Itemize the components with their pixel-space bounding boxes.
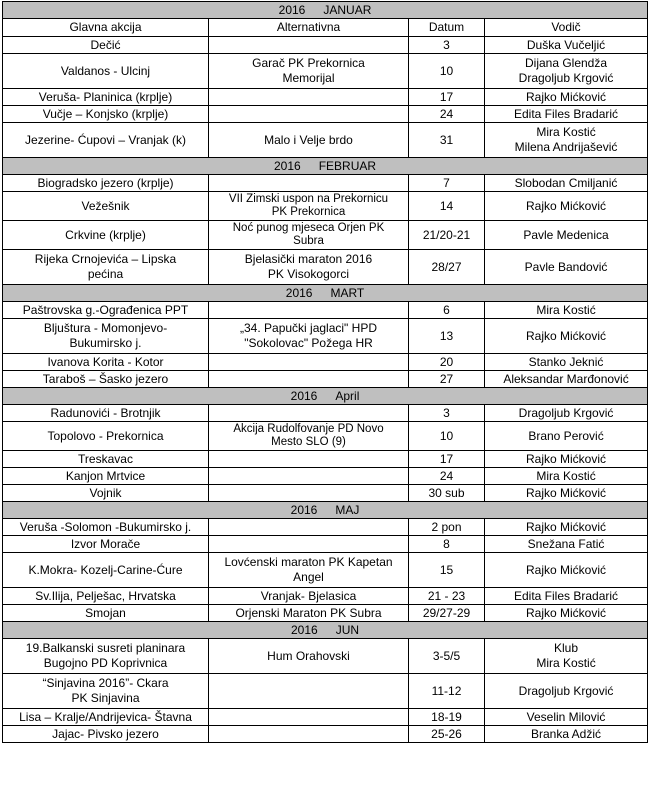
- cell-text: 7: [443, 175, 450, 190]
- cell-text: Rijeka Crnojevića – Lipska: [34, 252, 177, 266]
- date-cell: [409, 54, 485, 89]
- cell-text: 13: [439, 328, 454, 343]
- month-header-row: [3, 2, 648, 19]
- date-cell: [409, 726, 485, 743]
- cell-text: 29/27-29: [422, 605, 471, 620]
- leader-cell: [485, 588, 648, 605]
- alternative-cell: [209, 106, 409, 123]
- alternative-cell: [209, 54, 409, 89]
- table-row: [3, 54, 648, 89]
- leader-cell: [485, 639, 648, 674]
- main-action-cell: [3, 405, 209, 422]
- cell-text: Dragoljub Krgović: [518, 683, 614, 698]
- leader-cell: [485, 37, 648, 54]
- main-action-cell: [3, 123, 209, 158]
- month-header-row: [3, 285, 648, 302]
- cell-text: PK Visokogorci: [267, 267, 350, 281]
- main-action-cell: [3, 354, 209, 371]
- table-row: [3, 175, 648, 192]
- cell-text: Snežana Fatić: [527, 536, 605, 551]
- leader-cell: [485, 451, 648, 468]
- cell-text: 24: [439, 468, 454, 483]
- date-cell: [409, 354, 485, 371]
- date-cell: [409, 371, 485, 388]
- alternative-cell: [209, 123, 409, 158]
- cell-text: 3: [443, 405, 450, 420]
- date-cell: [409, 674, 485, 709]
- cell-text: 6: [443, 302, 450, 317]
- date-cell: [409, 588, 485, 605]
- cell-text: Izvor Morače: [70, 536, 141, 551]
- alternative-cell: [209, 553, 409, 588]
- month-year: 2016: [290, 622, 318, 637]
- leader-header: Vodič: [485, 19, 648, 37]
- cell-text: pećina: [87, 267, 124, 281]
- table-row: [3, 451, 648, 468]
- main-action-cell: [3, 605, 209, 622]
- cell-text: Bukumirsko j.: [69, 336, 142, 350]
- cell-text: PK Sinjavina: [71, 691, 140, 705]
- table-row: [3, 37, 648, 54]
- date-cell: [409, 422, 485, 451]
- main-action-cell: [3, 485, 209, 502]
- table-row: [3, 709, 648, 726]
- cell-text: 8: [443, 536, 450, 551]
- cell-text: Mira Kostić: [536, 125, 596, 139]
- alternative-cell: [209, 354, 409, 371]
- cell-text: Sv.Ilija, Pelješac, Hrvatska: [35, 588, 176, 603]
- alternative-cell: [209, 674, 409, 709]
- main-action-cell: [3, 451, 209, 468]
- leader-cell: [485, 605, 648, 622]
- date-header: Datum: [409, 19, 485, 37]
- table-row: [3, 639, 648, 674]
- date-cell: [409, 175, 485, 192]
- cell-text: Pavle Medenica: [523, 227, 609, 242]
- cell-text: Stanko Jeknić: [528, 354, 604, 369]
- cell-text: Dragoljub Krgović: [518, 405, 614, 420]
- date-cell: [409, 192, 485, 221]
- alternative-cell: [209, 221, 409, 250]
- alternative-cell: [209, 709, 409, 726]
- cell-text: Radunovići - Brotnjik: [50, 405, 161, 420]
- month-name: MART: [330, 285, 365, 300]
- main-action-cell: [3, 106, 209, 123]
- month-year: 2016: [278, 2, 306, 17]
- cell-text: 30 sub: [428, 485, 465, 500]
- cell-text: Pavle Bandović: [524, 259, 608, 274]
- cell-text: Rajko Mićković: [526, 328, 607, 343]
- main-action-cell: [3, 588, 209, 605]
- cell-text: Dečić: [90, 37, 121, 52]
- alternative-cell: [209, 89, 409, 106]
- table-row: [3, 221, 648, 250]
- main-action-cell: [3, 302, 209, 319]
- cell-text: Rajko Mićković: [526, 89, 607, 104]
- cell-text: Veruša -Solomon -Bukumirsko j.: [19, 519, 192, 534]
- date-cell: [409, 123, 485, 158]
- month-header: [3, 388, 648, 405]
- date-cell: [409, 536, 485, 553]
- table-row: [3, 485, 648, 502]
- date-cell: [409, 639, 485, 674]
- leader-cell: [485, 422, 648, 451]
- table-row: [3, 553, 648, 588]
- cell-text: Ivanova Korita - Kotor: [47, 354, 164, 369]
- alternative-header: Alternativna: [209, 19, 409, 37]
- cell-text: Mesto SLO (9): [271, 436, 346, 448]
- main-action-cell: [3, 54, 209, 89]
- alternative-cell: [209, 422, 409, 451]
- cell-text: Rajko Mićković: [526, 198, 607, 213]
- cell-text: Lisa – Kralje/Andrijevica- Štavna: [19, 709, 192, 724]
- leader-cell: [485, 89, 648, 106]
- alternative-cell: [209, 485, 409, 502]
- table-row: [3, 405, 648, 422]
- leader-cell: [485, 250, 648, 285]
- alternative-cell: [209, 37, 409, 54]
- table-row: [3, 422, 648, 451]
- month-name: JUN: [335, 622, 360, 637]
- cell-text: Branka Adžić: [530, 726, 602, 741]
- cell-text: 10: [439, 428, 454, 443]
- alternative-cell: [209, 605, 409, 622]
- cell-text: Valdanos - Ulcinj: [60, 63, 151, 78]
- cell-text: Taraboš – Šasko jezero: [42, 371, 169, 386]
- alternative-cell: [209, 175, 409, 192]
- cell-text: Mira Kostić: [536, 468, 596, 483]
- month-name: MAJ: [335, 502, 360, 517]
- cell-text: „34. Papučki jaglaci" HPD: [240, 321, 377, 335]
- leader-cell: [485, 536, 648, 553]
- cell-text: Rajko Mićković: [526, 451, 607, 466]
- table-row: [3, 192, 648, 221]
- leader-cell: [485, 371, 648, 388]
- cell-text: Dragoljub Krgović: [518, 71, 614, 85]
- cell-text: Smojan: [85, 605, 126, 620]
- leader-cell: [485, 726, 648, 743]
- table-row: [3, 726, 648, 743]
- main-action-cell: [3, 175, 209, 192]
- cell-text: Biogradsko jezero (krplje): [37, 175, 174, 190]
- table-row: [3, 319, 648, 354]
- month-name: JANUAR: [323, 2, 372, 17]
- cell-text: 20: [439, 354, 454, 369]
- leader-cell: [485, 354, 648, 371]
- cell-text: Edita Files Bradarić: [513, 588, 619, 603]
- table-row: [3, 89, 648, 106]
- cell-text: Mira Kostić: [536, 656, 596, 670]
- main-action-cell: [3, 371, 209, 388]
- cell-text: 11-12: [431, 683, 462, 698]
- date-cell: [409, 89, 485, 106]
- cell-text: Edita Files Bradarić: [513, 106, 619, 121]
- cell-text: Crkvine (krplje): [65, 227, 146, 242]
- cell-text: Akcija Rudolfovanje PD Novo: [233, 423, 384, 435]
- date-cell: [409, 485, 485, 502]
- date-cell: [409, 468, 485, 485]
- cell-text: Malo i Velje brdo: [264, 132, 353, 147]
- cell-text: Topolovo - Prekornica: [47, 428, 164, 443]
- main-action-cell: [3, 89, 209, 106]
- cell-text: 3-5/5: [432, 648, 461, 663]
- date-cell: [409, 605, 485, 622]
- cell-text: Milena Andrijašević: [514, 140, 618, 154]
- month-header: [3, 2, 648, 19]
- cell-text: 21/20-21: [422, 227, 471, 242]
- month-header: [3, 285, 648, 302]
- leader-cell: [485, 468, 648, 485]
- leader-cell: [485, 405, 648, 422]
- cell-text: Duška Vučeljić: [526, 37, 606, 52]
- date-cell: [409, 405, 485, 422]
- cell-text: Vojnik: [89, 485, 122, 500]
- cell-text: Subra: [293, 235, 324, 247]
- cell-text: Veselin Milović: [526, 709, 606, 724]
- cell-text: Bljuštura - Momonjevo-: [43, 321, 168, 335]
- leader-cell: [485, 302, 648, 319]
- main-action-cell: [3, 192, 209, 221]
- main-action-cell: [3, 553, 209, 588]
- schedule-body: [3, 2, 648, 743]
- table-row: [3, 302, 648, 319]
- month-name: FEBRUAR: [318, 158, 377, 173]
- month-name: April: [335, 388, 360, 403]
- table-row: [3, 354, 648, 371]
- cell-text: Vučje – Konjsko (krplje): [42, 106, 169, 121]
- main-action-cell: [3, 250, 209, 285]
- table-row: [3, 250, 648, 285]
- cell-text: Memorijal: [282, 71, 335, 85]
- month-year: 2016: [285, 285, 313, 300]
- cell-text: 10: [439, 63, 454, 78]
- alternative-cell: [209, 726, 409, 743]
- leader-cell: [485, 123, 648, 158]
- month-year: 2016: [290, 502, 318, 517]
- month-header: [3, 622, 648, 639]
- cell-text: Slobodan Cmiljanić: [514, 175, 618, 190]
- cell-text: Vranjak- Bjelasica: [260, 588, 357, 603]
- cell-text: Lovćenski maraton PK Kapetan: [224, 555, 393, 569]
- date-cell: [409, 106, 485, 123]
- alternative-cell: [209, 451, 409, 468]
- cell-text: "Sokolovac" Požega HR: [244, 336, 373, 350]
- cell-text: Brano Perović: [528, 428, 604, 443]
- cell-text: Kanjon Mrtvice: [65, 468, 146, 483]
- leader-cell: [485, 175, 648, 192]
- cell-text: “Sinjavina 2016”- Ckara: [42, 676, 169, 690]
- table-row: [3, 674, 648, 709]
- table-row: [3, 123, 648, 158]
- cell-text: 28/27: [431, 259, 462, 274]
- date-cell: [409, 709, 485, 726]
- cell-text: Bjelasički maraton 2016: [244, 252, 373, 266]
- leader-cell: [485, 553, 648, 588]
- main-action-cell: [3, 519, 209, 536]
- cell-text: Rajko Mićković: [526, 605, 607, 620]
- cell-text: Dijana Glendža: [524, 56, 608, 70]
- main-action-header: Glavna akcija: [3, 19, 209, 37]
- month-header-row: [3, 502, 648, 519]
- month-header: [3, 158, 648, 175]
- cell-text: 25-26: [431, 726, 462, 741]
- cell-text: Bugojno PD Koprivnica: [43, 656, 168, 670]
- cell-text: 3: [443, 37, 450, 52]
- leader-cell: [485, 106, 648, 123]
- cell-text: Vežešnik: [81, 198, 130, 213]
- cell-text: PK Prekornica: [271, 206, 346, 218]
- cell-text: Hum Orahovski: [267, 648, 350, 663]
- date-cell: [409, 519, 485, 536]
- cell-text: Angel: [293, 570, 324, 584]
- leader-cell: [485, 674, 648, 709]
- month-header-row: [3, 158, 648, 175]
- month-header: [3, 502, 648, 519]
- cell-text: 17: [439, 89, 454, 104]
- alternative-cell: [209, 192, 409, 221]
- alternative-cell: [209, 536, 409, 553]
- alternative-cell: [209, 250, 409, 285]
- cell-text: Rajko Mićković: [526, 562, 607, 577]
- main-action-cell: [3, 639, 209, 674]
- cell-text: 14: [439, 198, 454, 213]
- alternative-cell: [209, 519, 409, 536]
- cell-text: Orjenski Maraton PK Subra: [235, 605, 382, 620]
- main-action-cell: [3, 709, 209, 726]
- cell-text: 2 pon: [431, 519, 462, 534]
- alternative-cell: [209, 588, 409, 605]
- table-row: [3, 519, 648, 536]
- alternative-cell: [209, 405, 409, 422]
- date-cell: [409, 553, 485, 588]
- month-header-row: [3, 622, 648, 639]
- alternative-cell: [209, 319, 409, 354]
- alternative-cell: [209, 639, 409, 674]
- cell-text: VII Zimski uspon na Prekornicu: [228, 193, 389, 205]
- leader-cell: [485, 319, 648, 354]
- month-year: 2016: [290, 388, 318, 403]
- table-row: [3, 536, 648, 553]
- leader-cell: [485, 485, 648, 502]
- cell-text: 31: [439, 132, 454, 147]
- cell-text: Treskavac: [78, 451, 133, 466]
- cell-text: 15: [439, 562, 454, 577]
- date-cell: [409, 302, 485, 319]
- cell-text: Rajko Mićković: [526, 519, 607, 534]
- table-row: [3, 468, 648, 485]
- cell-text: Rajko Mićković: [526, 485, 607, 500]
- cell-text: Mira Kostić: [536, 302, 596, 317]
- table-row: [3, 106, 648, 123]
- main-action-cell: [3, 726, 209, 743]
- month-header-row: [3, 388, 648, 405]
- cell-text: Garač PK Prekornica: [252, 56, 365, 70]
- leader-cell: [485, 709, 648, 726]
- main-action-cell: [3, 674, 209, 709]
- alternative-cell: [209, 302, 409, 319]
- cell-text: Jezerine- Ćupovi – Vranjak (k): [25, 132, 186, 147]
- table-row: [3, 605, 648, 622]
- date-cell: [409, 319, 485, 354]
- table-row: [3, 588, 648, 605]
- cell-text: K.Mokra- Kozelj-Carine-Ćure: [28, 562, 183, 577]
- leader-cell: [485, 221, 648, 250]
- cell-text: Paštrovska g.-Ograđenica PPT: [22, 302, 189, 317]
- date-cell: [409, 37, 485, 54]
- month-year: 2016: [273, 158, 301, 173]
- table-row: [3, 371, 648, 388]
- cell-text: 21 - 23: [427, 588, 466, 603]
- main-action-cell: [3, 422, 209, 451]
- cell-text: 18-19: [431, 709, 462, 724]
- cell-text: 24: [439, 106, 454, 121]
- leader-cell: [485, 54, 648, 89]
- cell-text: Veruša- Planinica (krplje): [38, 89, 173, 104]
- main-action-cell: [3, 536, 209, 553]
- schedule-table: [2, 1, 648, 743]
- column-header-row: [3, 19, 648, 37]
- main-action-cell: [3, 37, 209, 54]
- alternative-cell: [209, 468, 409, 485]
- alternative-cell: [209, 371, 409, 388]
- cell-text: Jajac- Pivsko jezero: [52, 726, 159, 741]
- leader-cell: [485, 519, 648, 536]
- main-action-cell: [3, 468, 209, 485]
- cell-text: Klub: [554, 641, 579, 655]
- cell-text: Aleksandar Marđonović: [503, 371, 629, 386]
- cell-text: 17: [439, 451, 454, 466]
- main-action-cell: [3, 221, 209, 250]
- leader-cell: [485, 192, 648, 221]
- date-cell: [409, 221, 485, 250]
- cell-text: 19.Balkanski susreti planinara: [25, 641, 186, 655]
- cell-text: 27: [439, 371, 454, 386]
- date-cell: [409, 250, 485, 285]
- date-cell: [409, 451, 485, 468]
- main-action-cell: [3, 319, 209, 354]
- cell-text: Noć punog mjeseca Orjen PK: [232, 222, 385, 234]
